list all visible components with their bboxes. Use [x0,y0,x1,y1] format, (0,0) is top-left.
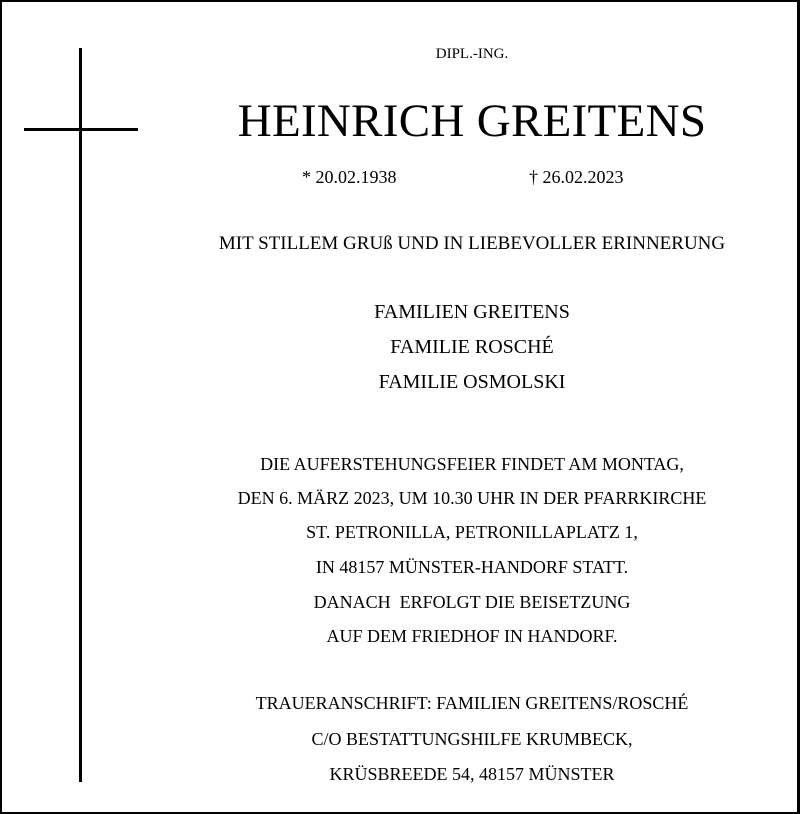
address-line: TRAUERANSCHRIFT: FAMILIEN GREITENS/ROSCHÉ [255,693,689,713]
family-line: FAMILIE ROSCHÉ [390,336,554,358]
ceremony-line: DANACH ERFOLGT DIE BEISETZUNG [313,592,631,612]
cross-horizontal-bar [24,128,138,131]
academic-title: DIPL.-ING. [435,46,509,62]
greeting-line: MIT STILLEM GRUß UND IN LIEBEVOLLER ERINNERUNG [218,233,726,254]
death-date: † 26.02.2023 [529,167,624,187]
family-line: FAMILIEN GREITENS [374,301,570,323]
ceremony-line: DEN 6. MÄRZ 2023, UM 10.30 UHR IN DER PFARRKIRCHE [237,488,707,508]
ceremony-line: IN 48157 MÜNSTER-HANDORF STATT. [315,557,629,577]
address-line: KRÜSBREEDE 54, 48157 MÜNSTER [329,764,615,784]
birth-date: * 20.02.1938 [302,167,397,187]
address-line: C/O BESTATTUNGSHILFE KRUMBECK, [311,729,633,749]
deceased-name: HEINRICH GREITENS [237,95,707,147]
ceremony-line: ST. PETRONILLA, PETRONILLAPLATZ 1, [306,522,638,542]
cross-vertical-bar [79,48,82,782]
ceremony-line: AUF DEM FRIEDHOF IN HANDORF. [326,626,618,646]
family-line: FAMILIE OSMOLSKI [378,371,566,393]
ceremony-line: DIE AUFERSTEHUNGSFEIER FINDET AM MONTAG, [260,454,684,474]
